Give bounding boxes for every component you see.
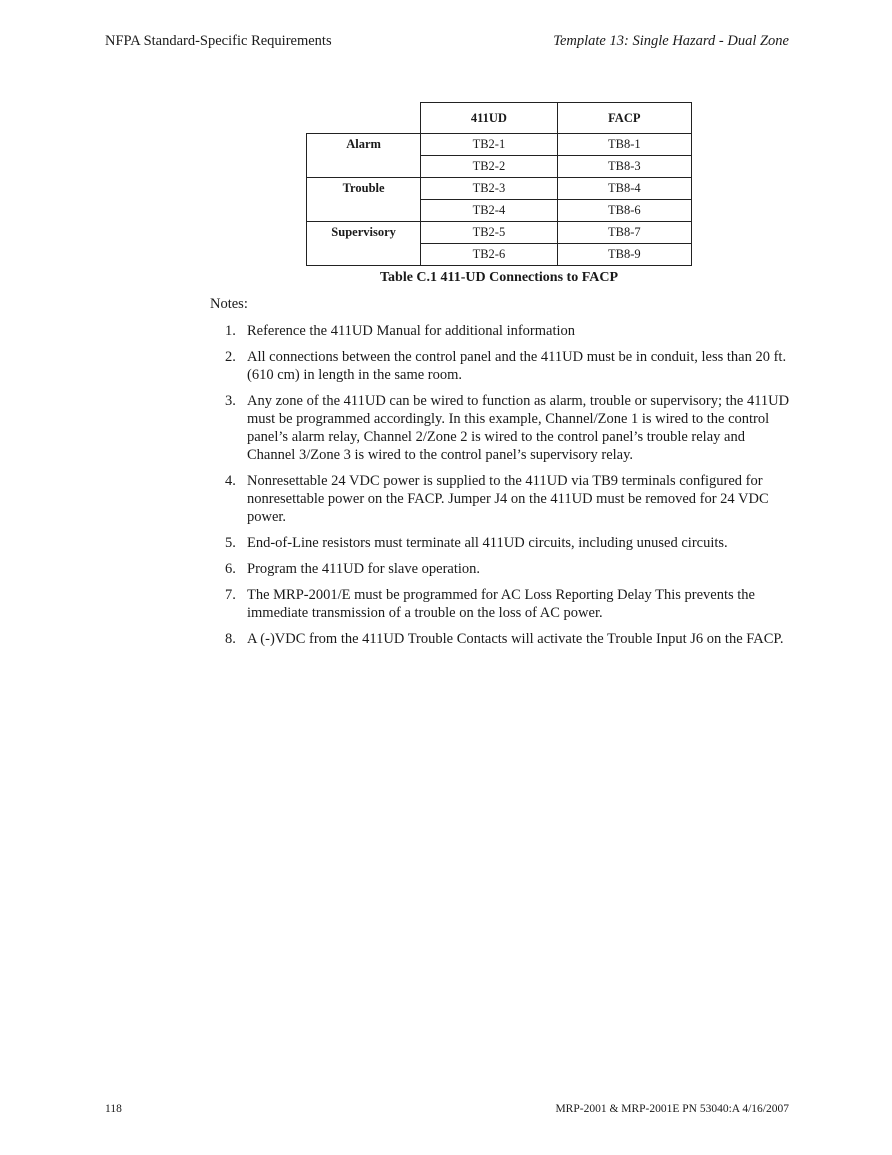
note-text: End-of-Line resistors must terminate all 411UD circuits, including unused circuits. xyxy=(247,535,728,551)
cell-facp: TB8-9 xyxy=(557,244,691,266)
table-corner-cell xyxy=(307,103,421,134)
row-group-label-alarm: Alarm xyxy=(307,134,421,178)
list-item xyxy=(210,534,790,552)
note-text: Any zone of the 411UD can be wired to function as alarm, trouble or supervisory; the 411UD must be programmed accordingly. In this example, Channel/Zone 1 is wired to the control panel’s alarm relay, Channel 2/Zone 2 is wired to the control panel’s trouble relay and Channel 3/Zone 3 is wired to the control panel’s supervisory relay. xyxy=(247,393,790,463)
note-number: 6. xyxy=(225,561,236,577)
cell-facp: TB8-6 xyxy=(557,200,691,222)
table-caption: Table C.1 411-UD Connections to FACP xyxy=(379,270,618,285)
note-number: 5. xyxy=(225,535,236,551)
note-number: 2. xyxy=(225,349,236,365)
footer-document-info: MRP-2001 & MRP-2001E PN 53040:A 4/16/2007 xyxy=(555,1103,789,1115)
cell-facp: TB8-7 xyxy=(557,222,691,244)
list-item xyxy=(210,348,790,384)
cell-411ud: TB2-5 xyxy=(421,222,557,244)
list-item xyxy=(210,586,790,622)
table-row xyxy=(307,134,692,156)
list-item xyxy=(210,630,790,648)
table-row xyxy=(307,222,692,244)
note-number: 8. xyxy=(225,631,236,647)
notes-heading: Notes: xyxy=(210,296,248,312)
note-text: All connections between the control panel and the 411UD must be in conduit, less than 20 ft. (610 cm) in length in the same room. xyxy=(247,349,787,383)
column-header-facp: FACP xyxy=(557,103,691,134)
header-template-title: Template 13: Single Hazard - Dual Zone xyxy=(553,33,789,49)
header-section-title: NFPA Standard-Specific Requirements xyxy=(105,33,332,49)
note-number: 4. xyxy=(225,473,236,489)
cell-facp: TB8-3 xyxy=(557,156,691,178)
cell-facp: TB8-4 xyxy=(557,178,691,200)
note-text: Program the 411UD for slave operation. xyxy=(247,561,481,577)
column-header-411ud: 411UD xyxy=(421,103,557,134)
list-item xyxy=(210,472,790,526)
note-number: 1. xyxy=(225,323,236,339)
table-row xyxy=(307,178,692,200)
cell-411ud: TB2-1 xyxy=(421,134,557,156)
cell-411ud: TB2-2 xyxy=(421,156,557,178)
cell-411ud: TB2-4 xyxy=(421,200,557,222)
connections-table xyxy=(306,102,692,266)
note-number: 7. xyxy=(225,587,236,603)
list-item xyxy=(210,322,790,340)
list-item xyxy=(210,560,790,578)
row-group-label-trouble: Trouble xyxy=(307,178,421,222)
cell-411ud: TB2-3 xyxy=(421,178,557,200)
note-number: 3. xyxy=(225,393,236,409)
table-header-row xyxy=(307,103,692,134)
notes-list xyxy=(210,322,790,656)
note-text: Nonresettable 24 VDC power is supplied to the 411UD via TB9 terminals configured for nonresettable power on the FACP. Jumper J4 on the 411UD must be removed for 24 VDC power. xyxy=(247,473,769,525)
cell-facp: TB8-1 xyxy=(557,134,691,156)
list-item xyxy=(210,392,790,464)
note-text: The MRP-2001/E must be programmed for AC Loss Reporting Delay This prevents the immediate transmission of a trouble on the loss of AC power. xyxy=(247,587,755,621)
note-text: Reference the 411UD Manual for additional information xyxy=(247,323,576,339)
row-group-label-supervisory: Supervisory xyxy=(307,222,421,266)
cell-411ud: TB2-6 xyxy=(421,244,557,266)
footer-page-number: 118 xyxy=(105,1103,122,1115)
note-text: A (-)VDC from the 411UD Trouble Contacts will activate the Trouble Input J6 on the FACP. xyxy=(247,631,784,647)
